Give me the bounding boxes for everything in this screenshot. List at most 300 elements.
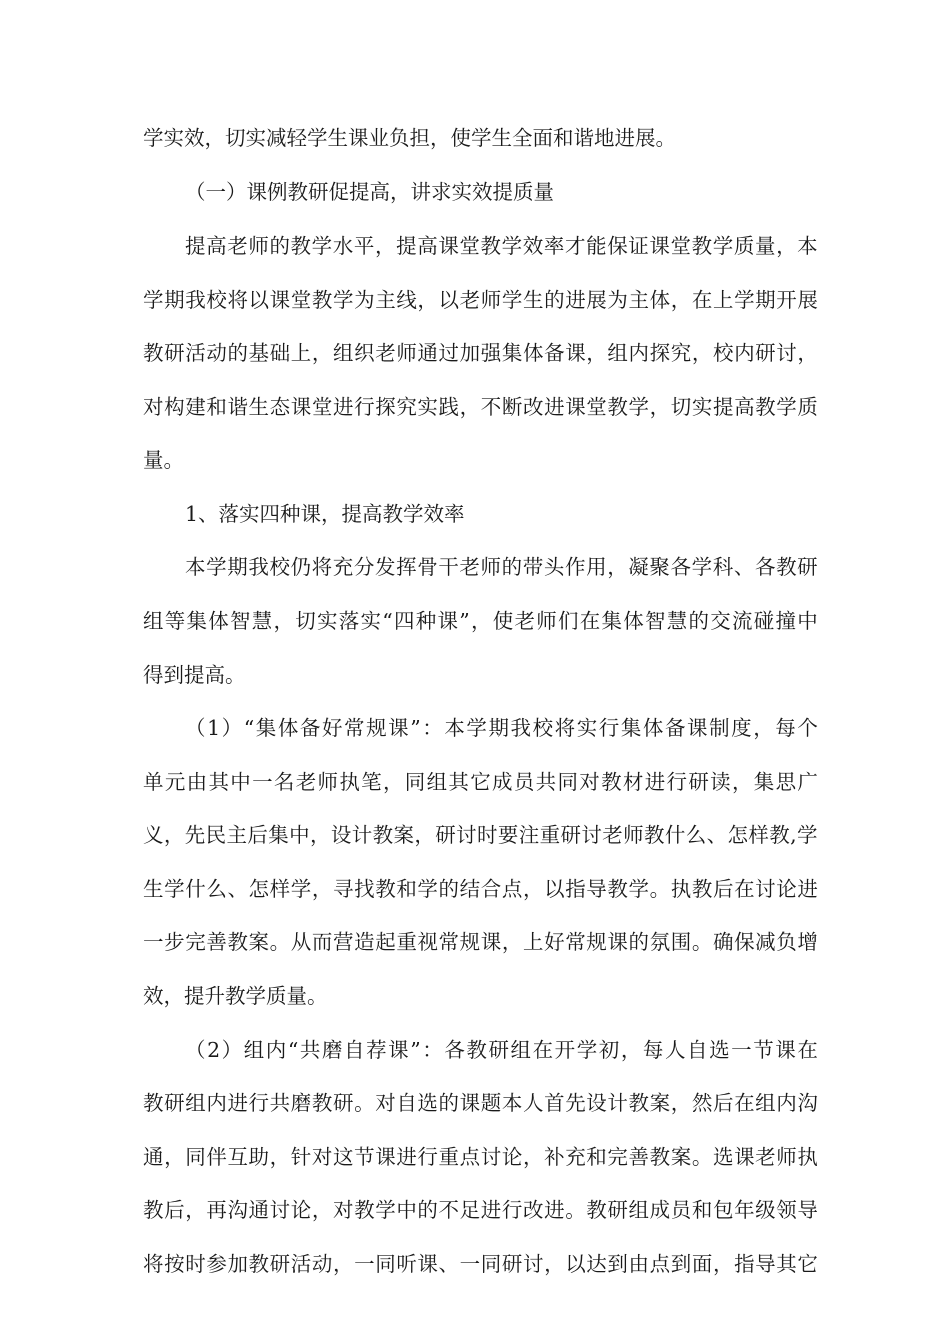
glyph: 我 bbox=[185, 288, 206, 312]
glyph: 老 bbox=[602, 823, 623, 847]
glyph: 学 bbox=[691, 555, 713, 579]
glyph: 自 bbox=[396, 1091, 417, 1115]
glyph: 从 bbox=[290, 930, 312, 954]
glyph: 研 bbox=[755, 341, 776, 365]
glyph: 课 bbox=[480, 930, 502, 954]
glyph: 设 bbox=[586, 1091, 607, 1115]
glyph: 学 bbox=[628, 877, 650, 901]
glyph: ， bbox=[797, 341, 818, 365]
glyph: 学 bbox=[797, 823, 818, 847]
glyph: 期 bbox=[227, 555, 248, 579]
glyph: 学 bbox=[501, 288, 523, 312]
glyph: 教 bbox=[769, 823, 790, 847]
glyph: 。 bbox=[691, 1145, 713, 1169]
glyph: 一 bbox=[459, 1252, 481, 1276]
glyph: 头 bbox=[543, 555, 565, 579]
paragraph-line bbox=[143, 928, 818, 956]
glyph: 水 bbox=[332, 234, 354, 258]
glyph: 对 bbox=[332, 1198, 354, 1222]
glyph: 教 bbox=[586, 1198, 607, 1222]
glyph: 人 bbox=[522, 1091, 544, 1115]
glyph: 讨 bbox=[755, 877, 776, 901]
paragraph-line bbox=[143, 339, 818, 367]
glyph: 成 bbox=[649, 1198, 671, 1222]
glyph: 展 bbox=[586, 288, 607, 312]
glyph: 2 bbox=[207, 1038, 221, 1062]
glyph: 中 bbox=[396, 1198, 417, 1222]
glyph: 研 bbox=[164, 1091, 185, 1115]
glyph: 组 bbox=[185, 1091, 206, 1115]
glyph: 单 bbox=[143, 770, 164, 794]
glyph: 教 bbox=[290, 234, 312, 258]
glyph: ， bbox=[753, 716, 774, 740]
glyph: 教 bbox=[354, 1198, 375, 1222]
glyph: （ bbox=[185, 1038, 206, 1062]
glyph: 开 bbox=[776, 288, 797, 312]
subsection-heading: 1、落实四种课，提高教学效率 bbox=[185, 502, 465, 526]
glyph: 组 bbox=[243, 1038, 265, 1062]
glyph: 体 bbox=[208, 609, 229, 633]
glyph: 教 bbox=[480, 234, 502, 258]
glyph: 研 bbox=[797, 555, 818, 579]
glyph: 聚 bbox=[649, 555, 670, 579]
glyph: 实 bbox=[691, 395, 713, 419]
glyph: 教 bbox=[311, 288, 333, 312]
glyph: “ bbox=[287, 1038, 299, 1062]
glyph: 学 bbox=[466, 716, 487, 740]
glyph: 集 bbox=[186, 609, 207, 633]
section-heading: （一）课例教研促提高，讲求实效提质量 bbox=[185, 180, 554, 204]
glyph: 组 bbox=[628, 1198, 650, 1222]
glyph: ， bbox=[332, 1252, 354, 1276]
glyph: 教 bbox=[248, 1252, 270, 1276]
glyph: 师 bbox=[776, 1145, 797, 1169]
glyph: 合 bbox=[480, 877, 502, 901]
glyph: 不 bbox=[438, 1198, 460, 1222]
glyph: 将 bbox=[227, 288, 248, 312]
glyph: 对 bbox=[143, 395, 164, 419]
glyph: 一 bbox=[731, 1038, 752, 1062]
glyph: 老 bbox=[514, 609, 535, 633]
glyph: 同 bbox=[557, 770, 578, 794]
glyph: 提 bbox=[712, 395, 734, 419]
glyph: 其 bbox=[448, 770, 469, 794]
glyph: 在 bbox=[734, 1091, 755, 1115]
glyph: 老 bbox=[459, 288, 481, 312]
glyph: ： bbox=[422, 716, 443, 740]
glyph: 师 bbox=[536, 609, 557, 633]
paragraph-line bbox=[143, 607, 818, 635]
glyph: 点 bbox=[459, 1145, 481, 1169]
glyph: 针 bbox=[290, 1145, 312, 1169]
glyph: 指 bbox=[734, 1252, 755, 1276]
glyph: 时 bbox=[185, 1252, 206, 1276]
glyph: 实 bbox=[417, 395, 438, 419]
glyph: 开 bbox=[554, 1038, 576, 1062]
paragraph-line: 效，提升教学质量。 bbox=[143, 984, 328, 1008]
glyph: ， bbox=[185, 1198, 206, 1222]
glyph: ， bbox=[164, 1145, 185, 1169]
glyph: 找 bbox=[354, 877, 375, 901]
glyph: 骨 bbox=[417, 555, 438, 579]
glyph: 选 bbox=[709, 1038, 730, 1062]
glyph: ， bbox=[311, 1198, 333, 1222]
glyph: ， bbox=[470, 609, 492, 633]
glyph: 活 bbox=[185, 341, 206, 365]
glyph: 挥 bbox=[396, 555, 417, 579]
glyph: ， bbox=[670, 1091, 692, 1115]
glyph: ） bbox=[221, 716, 243, 740]
glyph: 课 bbox=[734, 1145, 755, 1169]
glyph: 学 bbox=[576, 1038, 598, 1062]
glyph: 么 bbox=[206, 877, 227, 901]
glyph: 以 bbox=[565, 1252, 586, 1276]
glyph: 们 bbox=[557, 609, 579, 633]
glyph: 老 bbox=[459, 555, 480, 579]
glyph: 生 bbox=[248, 395, 270, 419]
glyph: 进 bbox=[565, 288, 586, 312]
glyph: 和 bbox=[206, 395, 227, 419]
glyph: 组 bbox=[607, 341, 628, 365]
glyph: 师 bbox=[317, 770, 338, 794]
glyph: “ bbox=[382, 609, 393, 633]
glyph: 设 bbox=[330, 823, 352, 847]
glyph: 对 bbox=[375, 1091, 396, 1115]
paragraph-line bbox=[185, 553, 818, 581]
glyph: 义 bbox=[143, 823, 164, 847]
glyph: 进 bbox=[644, 770, 666, 794]
glyph: 在 bbox=[579, 609, 601, 633]
glyph: 研 bbox=[607, 1198, 628, 1222]
glyph: ， bbox=[269, 1145, 291, 1169]
glyph: 和 bbox=[691, 1198, 713, 1222]
glyph: 什 bbox=[664, 823, 686, 847]
glyph: 才 bbox=[564, 234, 586, 258]
glyph: 到 bbox=[607, 1252, 628, 1276]
glyph: 的 bbox=[269, 234, 290, 258]
glyph: ， bbox=[522, 1145, 544, 1169]
glyph: 实 bbox=[317, 609, 338, 633]
glyph: 伴 bbox=[206, 1145, 227, 1169]
glyph: 高 bbox=[734, 395, 755, 419]
glyph: 上 bbox=[290, 341, 312, 365]
glyph: 内 bbox=[265, 1038, 287, 1062]
glyph: 规 bbox=[586, 930, 607, 954]
glyph: 名 bbox=[273, 770, 295, 794]
glyph: 执 bbox=[797, 1145, 818, 1169]
glyph: 堂 bbox=[290, 288, 312, 312]
glyph: 怎 bbox=[248, 877, 270, 901]
glyph: 体 bbox=[649, 288, 671, 312]
glyph: 教 bbox=[607, 395, 628, 419]
glyph: 同 bbox=[404, 770, 426, 794]
glyph: 课 bbox=[388, 1038, 409, 1062]
glyph: 组 bbox=[332, 341, 354, 365]
glyph: 。 bbox=[354, 1091, 375, 1115]
glyph: 常 bbox=[438, 930, 460, 954]
glyph: 规 bbox=[366, 716, 387, 740]
glyph: 广 bbox=[797, 770, 818, 794]
glyph: 教 bbox=[466, 1038, 487, 1062]
glyph: 补 bbox=[544, 1145, 565, 1169]
glyph: 体 bbox=[623, 609, 644, 633]
glyph: 讨 bbox=[480, 1145, 502, 1169]
glyph: 学 bbox=[501, 234, 523, 258]
glyph: 自 bbox=[344, 1038, 365, 1062]
glyph: 教 bbox=[601, 770, 622, 794]
glyph: 规 bbox=[459, 930, 481, 954]
paragraph-line bbox=[143, 1196, 818, 1224]
glyph: 探 bbox=[649, 341, 671, 365]
paragraph-line bbox=[143, 286, 818, 314]
glyph: ， bbox=[544, 1252, 565, 1276]
glyph: 到 bbox=[670, 1252, 692, 1276]
glyph: 同 bbox=[375, 1252, 396, 1276]
glyph: 共 bbox=[299, 1038, 321, 1062]
glyph: 堂 bbox=[311, 395, 333, 419]
glyph: 充 bbox=[332, 555, 354, 579]
glyph: 减 bbox=[755, 930, 776, 954]
glyph: 集 bbox=[601, 609, 622, 633]
glyph: 组 bbox=[510, 1038, 532, 1062]
glyph: 执 bbox=[670, 877, 692, 901]
glyph: 每 bbox=[642, 1038, 664, 1062]
glyph: 提 bbox=[396, 234, 417, 258]
glyph: 围 bbox=[670, 930, 692, 954]
glyph: 它 bbox=[797, 1252, 818, 1276]
glyph: 率 bbox=[543, 234, 565, 258]
glyph: 不 bbox=[480, 395, 502, 419]
glyph: 进 bbox=[797, 877, 818, 901]
glyph: 共 bbox=[269, 1091, 291, 1115]
glyph: 教 bbox=[628, 1091, 650, 1115]
glyph: 共 bbox=[535, 770, 557, 794]
glyph: 分 bbox=[353, 555, 375, 579]
glyph: 备 bbox=[664, 716, 686, 740]
glyph: 讨 bbox=[456, 823, 477, 847]
glyph: 集 bbox=[255, 716, 277, 740]
paragraph-line bbox=[143, 875, 818, 903]
paragraph-line bbox=[143, 393, 818, 421]
glyph: 内 bbox=[628, 341, 650, 365]
glyph: 内 bbox=[776, 1091, 797, 1115]
glyph: 。 bbox=[691, 930, 713, 954]
glyph: 的 bbox=[544, 288, 565, 312]
glyph: 听 bbox=[396, 1252, 417, 1276]
glyph: 再 bbox=[206, 1198, 227, 1222]
glyph: 课 bbox=[417, 1252, 438, 1276]
glyph: 论 bbox=[290, 1198, 312, 1222]
glyph: 进 bbox=[396, 1145, 417, 1169]
glyph: 善 bbox=[206, 930, 227, 954]
glyph: 好 bbox=[321, 716, 343, 740]
glyph: 体 bbox=[277, 716, 299, 740]
glyph: 重 bbox=[396, 930, 417, 954]
glyph: 教 bbox=[372, 823, 394, 847]
glyph: 导 bbox=[755, 1252, 776, 1276]
glyph: 确 bbox=[712, 930, 734, 954]
glyph: “ bbox=[243, 716, 255, 740]
glyph: 一 bbox=[252, 770, 273, 794]
paragraph-line bbox=[143, 1143, 818, 1171]
glyph: 探 bbox=[375, 395, 396, 419]
glyph: 对 bbox=[579, 770, 600, 794]
glyph: 为 bbox=[607, 288, 628, 312]
glyph: 一 bbox=[143, 930, 164, 954]
paragraph-line bbox=[185, 232, 818, 260]
glyph: 思 bbox=[775, 770, 797, 794]
glyph: 案 bbox=[649, 1091, 671, 1115]
paragraph-line bbox=[143, 1250, 818, 1278]
glyph: 按 bbox=[164, 1252, 185, 1276]
glyph: ， bbox=[620, 1038, 642, 1062]
glyph: 由 bbox=[628, 1252, 650, 1276]
glyph: 通 bbox=[143, 1145, 164, 1169]
glyph: ， bbox=[776, 234, 797, 258]
glyph: 我 bbox=[510, 716, 532, 740]
glyph: （ bbox=[185, 716, 206, 740]
glyph: 级 bbox=[755, 1198, 776, 1222]
glyph: 造 bbox=[354, 930, 375, 954]
glyph: 节 bbox=[753, 1038, 774, 1062]
glyph: 先 bbox=[184, 823, 206, 847]
glyph: 行 bbox=[248, 1091, 270, 1115]
glyph: 起 bbox=[375, 930, 396, 954]
glyph: 参 bbox=[206, 1252, 227, 1276]
glyph: 集 bbox=[620, 716, 642, 740]
glyph: ” bbox=[410, 716, 421, 740]
glyph: 负 bbox=[776, 930, 797, 954]
glyph: 重 bbox=[438, 1145, 460, 1169]
glyph: 行 bbox=[501, 1198, 523, 1222]
glyph: 讨 bbox=[522, 1252, 544, 1276]
glyph: 通 bbox=[248, 1198, 270, 1222]
glyph: 主 bbox=[226, 823, 247, 847]
glyph: 什 bbox=[185, 877, 206, 901]
glyph: 撞 bbox=[775, 609, 796, 633]
glyph: 等 bbox=[164, 609, 186, 633]
glyph: 1 bbox=[207, 716, 221, 740]
glyph: 常 bbox=[565, 930, 586, 954]
glyph: 堂 bbox=[586, 395, 607, 419]
glyph: 的 bbox=[628, 930, 650, 954]
glyph: 实 bbox=[360, 609, 381, 633]
glyph: 体 bbox=[522, 341, 544, 365]
glyph: 课 bbox=[388, 716, 409, 740]
glyph: 案 bbox=[670, 1145, 692, 1169]
glyph: 导 bbox=[797, 1198, 818, 1222]
glyph: 学 bbox=[734, 288, 755, 312]
glyph: 保 bbox=[607, 234, 628, 258]
glyph: 节 bbox=[354, 1145, 375, 1169]
glyph: ， bbox=[417, 288, 438, 312]
glyph: 教 bbox=[607, 877, 628, 901]
glyph: 各 bbox=[670, 555, 692, 579]
paragraph-line bbox=[143, 1089, 818, 1117]
glyph: ， bbox=[649, 395, 671, 419]
glyph: 的 bbox=[227, 341, 248, 365]
glyph: 员 bbox=[670, 1198, 692, 1222]
glyph: 提 bbox=[185, 234, 206, 258]
glyph: 进 bbox=[227, 1091, 248, 1115]
glyph: 选 bbox=[712, 1145, 734, 1169]
glyph: 这 bbox=[332, 1145, 354, 1169]
glyph: 其 bbox=[208, 770, 229, 794]
glyph: 建 bbox=[185, 395, 206, 419]
glyph: 构 bbox=[164, 395, 185, 419]
glyph: 同 bbox=[480, 1252, 502, 1276]
glyph: 互 bbox=[227, 1145, 248, 1169]
glyph: 教 bbox=[227, 930, 248, 954]
glyph: 和 bbox=[396, 877, 417, 901]
glyph: ， bbox=[586, 341, 607, 365]
glyph: 切 bbox=[295, 609, 316, 633]
glyph: 在 bbox=[691, 288, 713, 312]
glyph: 上 bbox=[522, 930, 544, 954]
glyph: 的 bbox=[438, 877, 460, 901]
glyph: 质 bbox=[797, 395, 818, 419]
glyph: 教 bbox=[644, 823, 665, 847]
glyph: 中 bbox=[289, 823, 310, 847]
glyph: ， bbox=[459, 395, 481, 419]
glyph: 究 bbox=[670, 341, 692, 365]
glyph: 能 bbox=[586, 234, 607, 258]
glyph: 由 bbox=[186, 770, 208, 794]
glyph: 完 bbox=[607, 1145, 628, 1169]
glyph: 课 bbox=[565, 341, 586, 365]
glyph: 领 bbox=[776, 1198, 797, 1222]
glyph: 材 bbox=[622, 770, 644, 794]
glyph: 进 bbox=[544, 395, 565, 419]
glyph: 本 bbox=[185, 555, 206, 579]
glyph: 以 bbox=[438, 288, 460, 312]
glyph: 高 bbox=[206, 234, 227, 258]
glyph: 、 bbox=[706, 823, 728, 847]
glyph: 执 bbox=[339, 770, 360, 794]
glyph: 活 bbox=[290, 1252, 312, 1276]
glyph: , bbox=[790, 823, 797, 847]
glyph: 、 bbox=[733, 555, 755, 579]
glyph: 断 bbox=[501, 395, 523, 419]
glyph: 课 bbox=[375, 1145, 396, 1169]
glyph: 在 bbox=[797, 1038, 818, 1062]
glyph: 作 bbox=[564, 555, 586, 579]
glyph: 量 bbox=[754, 234, 776, 258]
glyph: 营 bbox=[332, 930, 354, 954]
glyph: 体 bbox=[642, 716, 664, 740]
glyph: 论 bbox=[776, 877, 797, 901]
glyph: 课 bbox=[607, 930, 628, 954]
glyph: 行 bbox=[598, 716, 620, 740]
glyph: 中 bbox=[230, 770, 251, 794]
glyph: 讨 bbox=[269, 1198, 291, 1222]
glyph: 沟 bbox=[227, 1198, 248, 1222]
glyph: 我 bbox=[248, 555, 269, 579]
glyph: 科 bbox=[712, 555, 734, 579]
glyph: 而 bbox=[311, 930, 333, 954]
glyph: 流 bbox=[731, 609, 753, 633]
glyph: 样 bbox=[269, 877, 291, 901]
glyph: 计 bbox=[607, 1091, 628, 1115]
glyph: 师 bbox=[623, 823, 644, 847]
glyph: 指 bbox=[565, 877, 586, 901]
glyph: 结 bbox=[459, 877, 481, 901]
glyph: 证 bbox=[628, 234, 649, 258]
glyph: 落 bbox=[338, 609, 360, 633]
glyph: 主 bbox=[375, 288, 396, 312]
glyph: 研 bbox=[501, 1252, 523, 1276]
glyph: 研 bbox=[164, 341, 185, 365]
